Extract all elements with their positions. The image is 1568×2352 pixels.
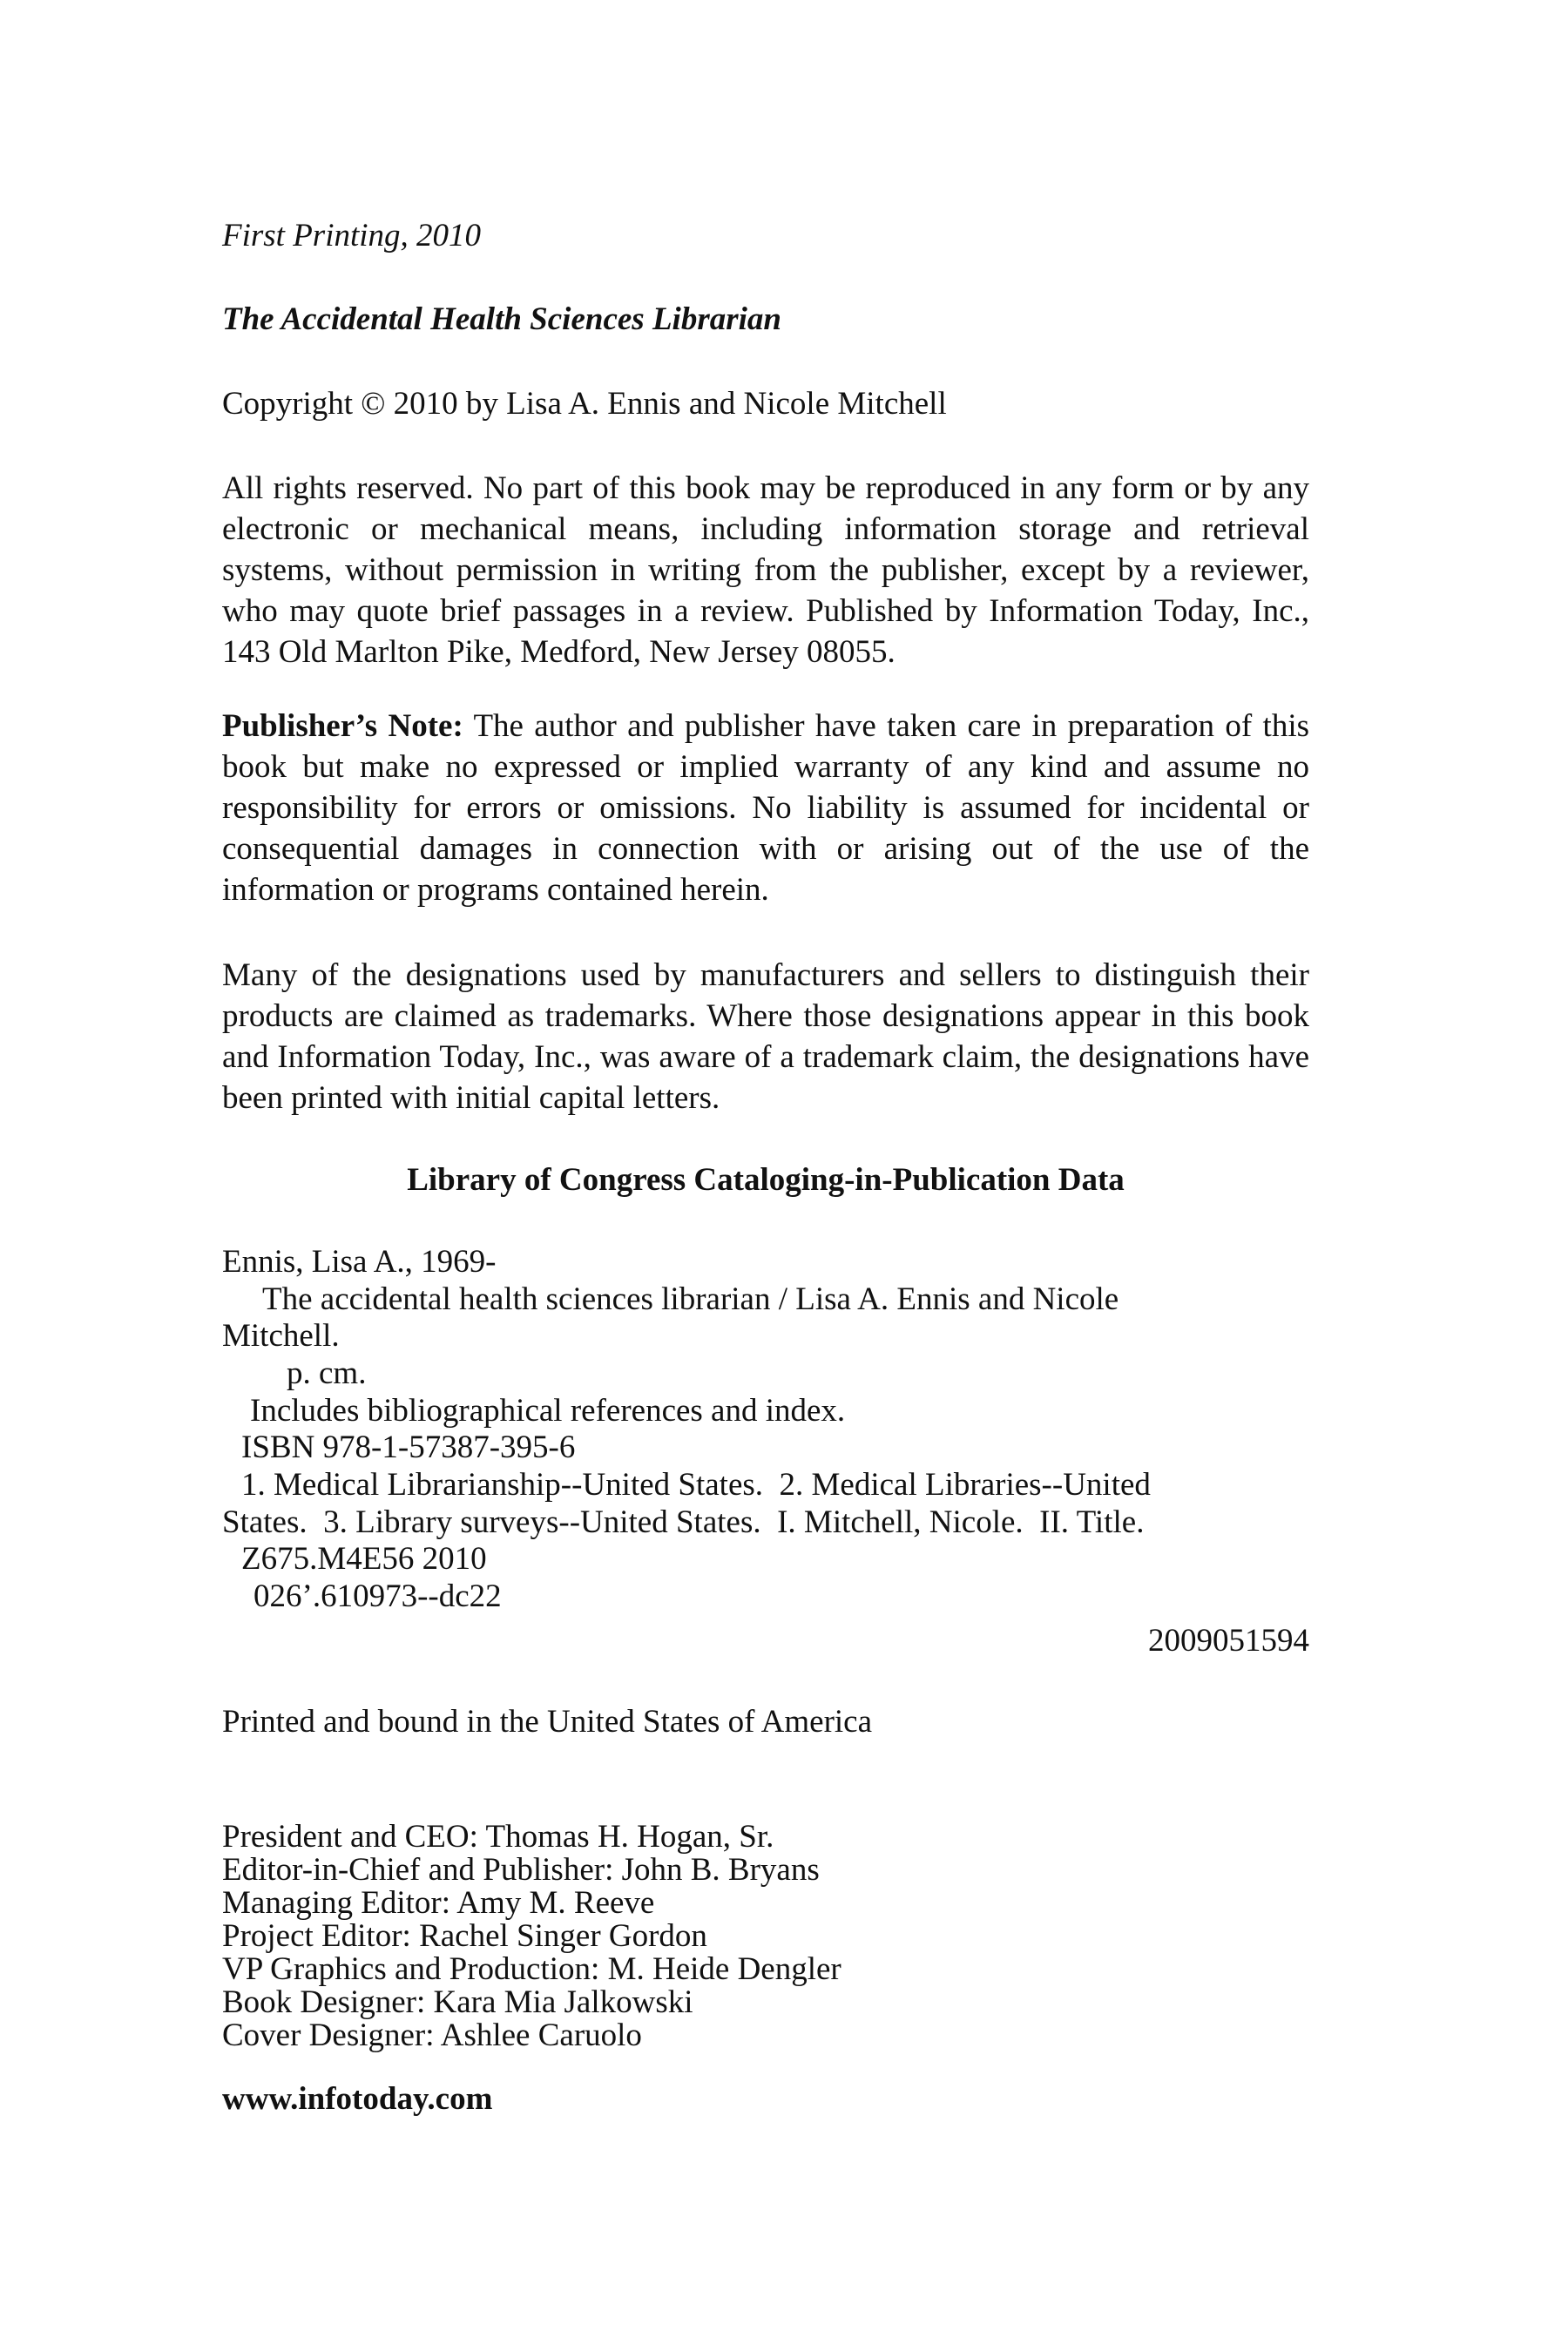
staff-book-designer: Book Designer: Kara Mia Jalkowski (222, 1984, 693, 2020)
trademarks-paragraph: Many of the designations used by manufacturers and sellers to distinguish their products are claimed as trademarks. Where those designations appear in this book and Information Today, Inc., was aware of a trademark claim, the designations have been printed with initial capital letters. (222, 957, 1309, 1116)
copyright-page (222, 0, 1309, 2352)
book-title: The Accidental Health Sciences Librarian (222, 301, 781, 337)
cip-heading: Library of Congress Cataloging-in-Publication Data (407, 1162, 1125, 1198)
staff-cover-designer: Cover Designer: Ashlee Caruolo (222, 2017, 642, 2053)
publishers-note-paragraph (222, 706, 1309, 910)
cip-subjects-line-1: 1. Medical Librarianship--United States. 2. Medical Libraries--United (241, 1467, 1151, 1503)
cip-isbn: ISBN 978-1-57387-395-6 (241, 1429, 576, 1465)
cip-subjects-line-2: States. 3. Library surveys--United States. I. Mitchell, Nicole. II. Title. (222, 1504, 1145, 1540)
rights-paragraph: All rights reserved. No part of this book may be reproduced in any form or by any electronic or mechanical means, including information storage and retrieval systems, without permission in writing from the publisher, except by a reviewer, who may quote brief passages in a review. Published by Information Today, Inc., 143 Old Marlton Pike, Medford, New Jersey 08055. (222, 470, 1309, 670)
cip-lc-class: Z675.M4E56 2010 (241, 1541, 487, 1577)
cip-author: Ennis, Lisa A., 1969- (222, 1244, 497, 1280)
cip-dewey: 026’.610973--dc22 (253, 1578, 502, 1614)
cip-includes: Includes bibliographical references and index. (250, 1393, 846, 1429)
printed-in-line: Printed and bound in the United States of America (222, 1704, 873, 1740)
staff-president: President and CEO: Thomas H. Hogan, Sr. (222, 1819, 774, 1855)
staff-editor-in-chief: Editor-in-Chief and Publisher: John B. Bryans (222, 1852, 820, 1888)
cip-title-line-1: The accidental health sciences librarian / Lisa A. Ennis and Nicole (262, 1281, 1119, 1317)
printing-line: First Printing, 2010 (222, 218, 482, 253)
staff-project-editor: Project Editor: Rachel Singer Gordon (222, 1918, 707, 1954)
cip-pages: p. cm. (287, 1355, 367, 1391)
publishers-note-text: The author and publisher have taken care in preparation of this book but make no expressed or implied warranty of any kind and assume no responsibility for errors or omissions. No liability is assumed for incidental or consequential damages in connection with or arising out of the use of the information or programs contained herein. (222, 708, 1309, 908)
publishers-note-label: Publisher’s Note: (222, 708, 463, 744)
cip-lccn: 2009051594 (1148, 1623, 1309, 1659)
copyright-line: Copyright © 2010 by Lisa A. Ennis and Nicole Mitchell (222, 386, 947, 422)
staff-vp-graphics: VP Graphics and Production: M. Heide Dengler (222, 1951, 841, 1987)
website-link[interactable]: www.infotoday.com (222, 2081, 493, 2117)
staff-managing-editor: Managing Editor: Amy M. Reeve (222, 1885, 655, 1921)
cip-title-line-2: Mitchell. (222, 1318, 340, 1354)
